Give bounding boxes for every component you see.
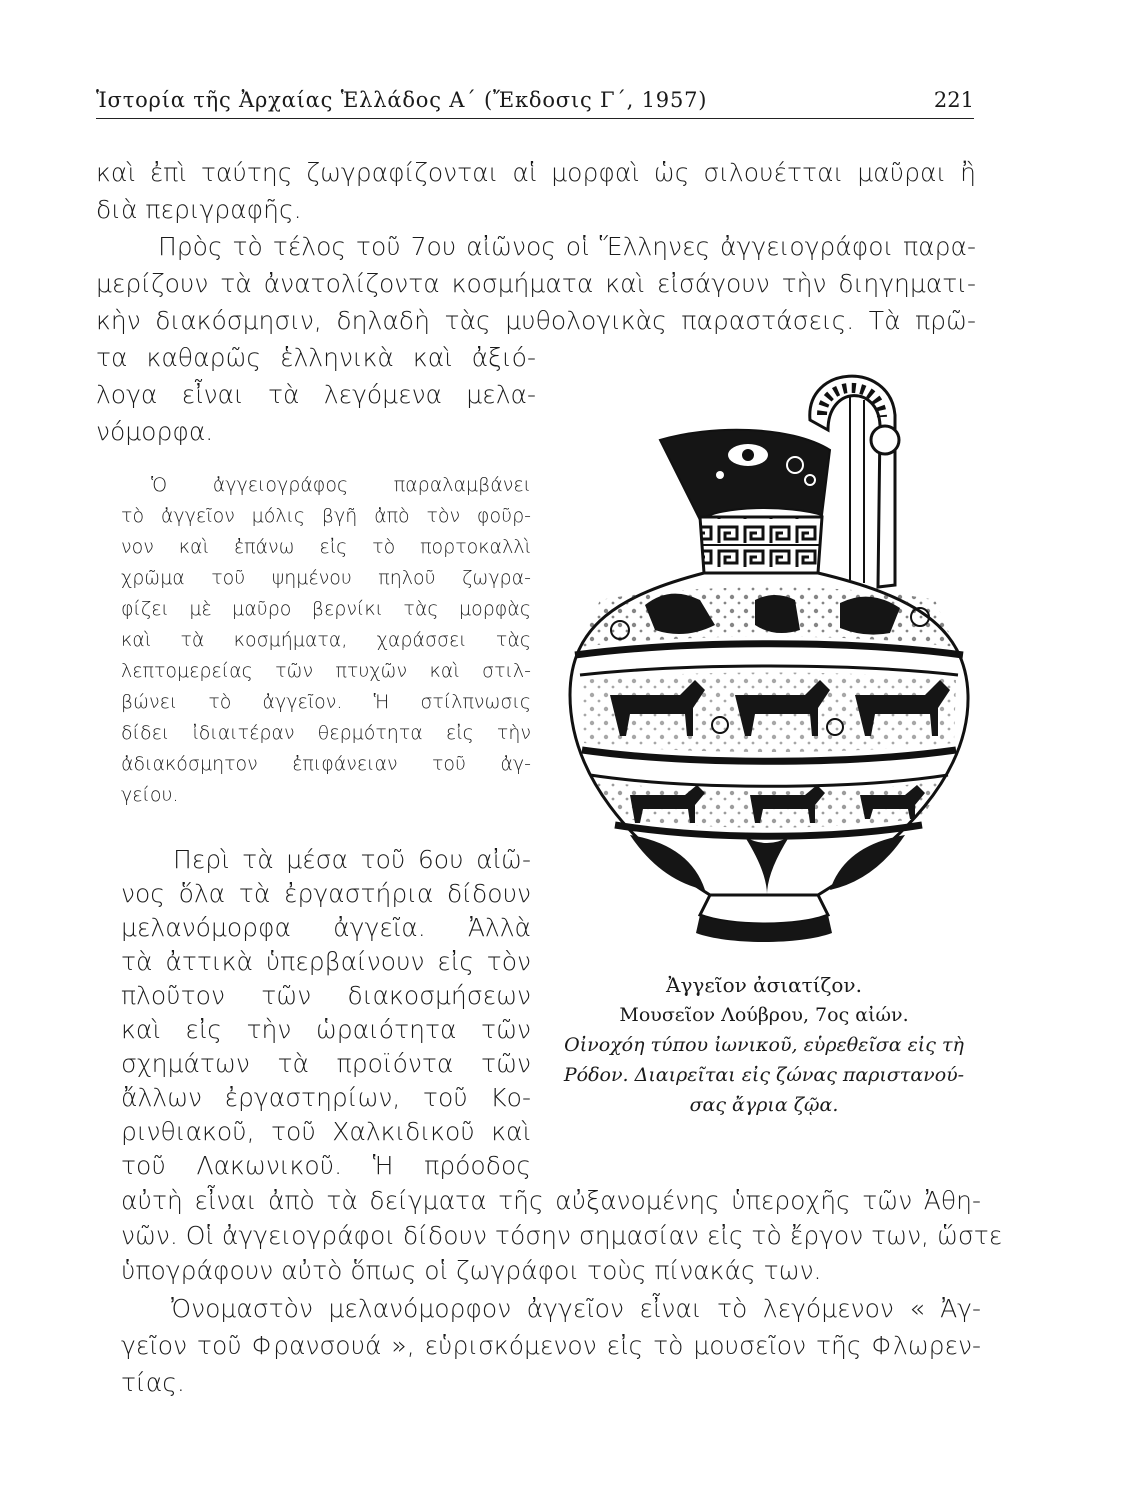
text-line: κὴν διακόσμησιν, δηλαδὴ τὰς μυθολογικὰς παραστάσεις. Τὰ πρῶ- xyxy=(96,306,976,335)
text-line: λεπτομερείας τῶν πτυχῶν καὶ στιλ- xyxy=(121,660,531,682)
caption-line: Οἰνοχόη τύπου ἰωνικοῦ, εὑρεθεῖσα εἰς τὴ xyxy=(564,1034,964,1056)
text-line: ἀδιακόσμητον ἐπιφάνειαν τοῦ ἀγ- xyxy=(121,753,531,775)
text-line: βώνει τὸ ἀγγεῖον. Ἡ στίλπνωσις xyxy=(121,691,531,713)
caption-museum: Μουσεῖον Λούβρου, 7ος αἰών. xyxy=(619,1004,909,1026)
text-line: καὶ εἰς τὴν ὡραιότητα τῶν xyxy=(121,1015,531,1044)
text-line: σχημάτων τὰ προϊόντα τῶν xyxy=(121,1049,531,1078)
paragraph-4 xyxy=(121,1290,981,1401)
paragraph-2 xyxy=(96,228,976,339)
text-line: γεῖον τοῦ Φρανσουά », εὑρισκόμενον εἰς τὸ μουσεῖον τῆς Φλωρεν- xyxy=(121,1331,981,1360)
text-line: ὑπογράφουν αὐτὸ ὅπως οἱ ζωγράφοι τοὺς πίνακάς των. xyxy=(121,1256,822,1285)
text-line: χρῶμα τοῦ ψημένου πηλοῦ ζωγρα- xyxy=(121,567,531,589)
text-line: ἄλλων ἐργαστηρίων, τοῦ Κο- xyxy=(121,1083,531,1112)
text-line: φίζει μὲ μαῦρο βερνίκι τὰς μορφὰς xyxy=(121,598,531,620)
text-line: Ὁ ἀγγειογράφος παραλαμβάνει xyxy=(151,474,531,496)
text-line: αὐτὴ εἶναι ἀπὸ τὰ δείγματα τῆς αὐξανομένης ὑπεροχῆς τῶν Ἀθη- xyxy=(121,1186,981,1215)
caption-line: Ρόδον. Διαιρεῖται εἰς ζώνας παριστανού- xyxy=(563,1064,965,1086)
caption-line: σας ἄγρια ζῷα. xyxy=(689,1094,839,1116)
text-line: νον καὶ ἐπάνω εἰς τὸ πορτοκαλλὶ xyxy=(121,536,531,558)
text-line: καὶ ἐπὶ ταύτης ζωγραφίζονται αἱ μορφαὶ ὡς σιλουέτται μαῦραι ἢ xyxy=(96,158,976,187)
text-line: νος ὅλα τὰ ἐργαστήρια δίδουν xyxy=(121,879,531,908)
text-line: Ὀνομαστὸν μελανόμορφον ἀγγεῖον εἶναι τὸ λεγόμενον « Ἀγ- xyxy=(171,1294,981,1323)
text-line: ρινθιακοῦ, τοῦ Χαλκιδικοῦ καὶ xyxy=(121,1117,531,1146)
side-note xyxy=(121,470,531,811)
caption-title: Ἀγγεῖον ἀσιατίζον. xyxy=(666,973,862,997)
paragraph-3 xyxy=(121,843,531,1183)
header-title: Ἱστορία τῆς Ἀρχαίας Ἑλλάδος Α΄ (Ἔκδοσις Γ΄, 1957) xyxy=(96,88,708,112)
paragraph-1 xyxy=(96,154,976,228)
text-line: Περὶ τὰ μέσα τοῦ 6ου αἰῶ- xyxy=(173,845,531,874)
text-line: λογα εἶναι τὰ λεγόμενα μελα- xyxy=(96,380,536,409)
text-line: νόμορφα. xyxy=(96,417,214,446)
text-line: τα καθαρῶς ἑλληνικὰ καὶ ἀξιό- xyxy=(96,343,536,372)
paragraph-2-continued xyxy=(96,339,536,450)
text-line: τοῦ Λακωνικοῦ. Ἡ πρόοδος xyxy=(121,1151,531,1180)
running-header xyxy=(96,84,974,119)
text-line: νῶν. Οἱ ἀγγειογράφοι δίδουν τόσην σημασίαν εἰς τὸ ἔργον των, ὥστε xyxy=(121,1221,1003,1250)
text-line: διὰ περιγραφῆς. xyxy=(96,195,302,224)
text-line: Πρὸς τὸ τέλος τοῦ 7ου αἰῶνος οἱ Ἕλληνες ἀγγειογράφοι παρα- xyxy=(158,232,976,261)
paragraph-3-continued xyxy=(121,1183,1003,1288)
text-line: τὸ ἀγγεῖον μόλις βγῆ ἀπὸ τὸν φοῦρ- xyxy=(121,505,531,527)
page-number: 221 xyxy=(933,88,974,112)
text-line: γείου. xyxy=(121,784,179,806)
text-line: πλοῦτον τῶν διακοσμήσεων xyxy=(121,981,531,1010)
text-line: μερίζουν τὰ ἀνατολίζοντα κοσμήματα καὶ εἰσάγουν τὴν διηγηματι- xyxy=(96,269,976,298)
figure-caption xyxy=(548,970,980,1120)
text-line: δίδει ἰδιαιτέραν θερμότητα εἰς τὴν xyxy=(121,722,531,744)
text-line: μελανόμορφα ἀγγεῖα. Ἀλλὰ xyxy=(121,913,531,942)
text-line: καὶ τὰ κοσμήματα, χαράσσει τὰς xyxy=(121,629,531,651)
oinochoe-vase-illustration xyxy=(560,355,975,955)
text-line: τίας. xyxy=(121,1368,185,1397)
text-line: τὰ ἀττικὰ ὑπερβαίνουν εἰς τὸν xyxy=(121,947,531,976)
